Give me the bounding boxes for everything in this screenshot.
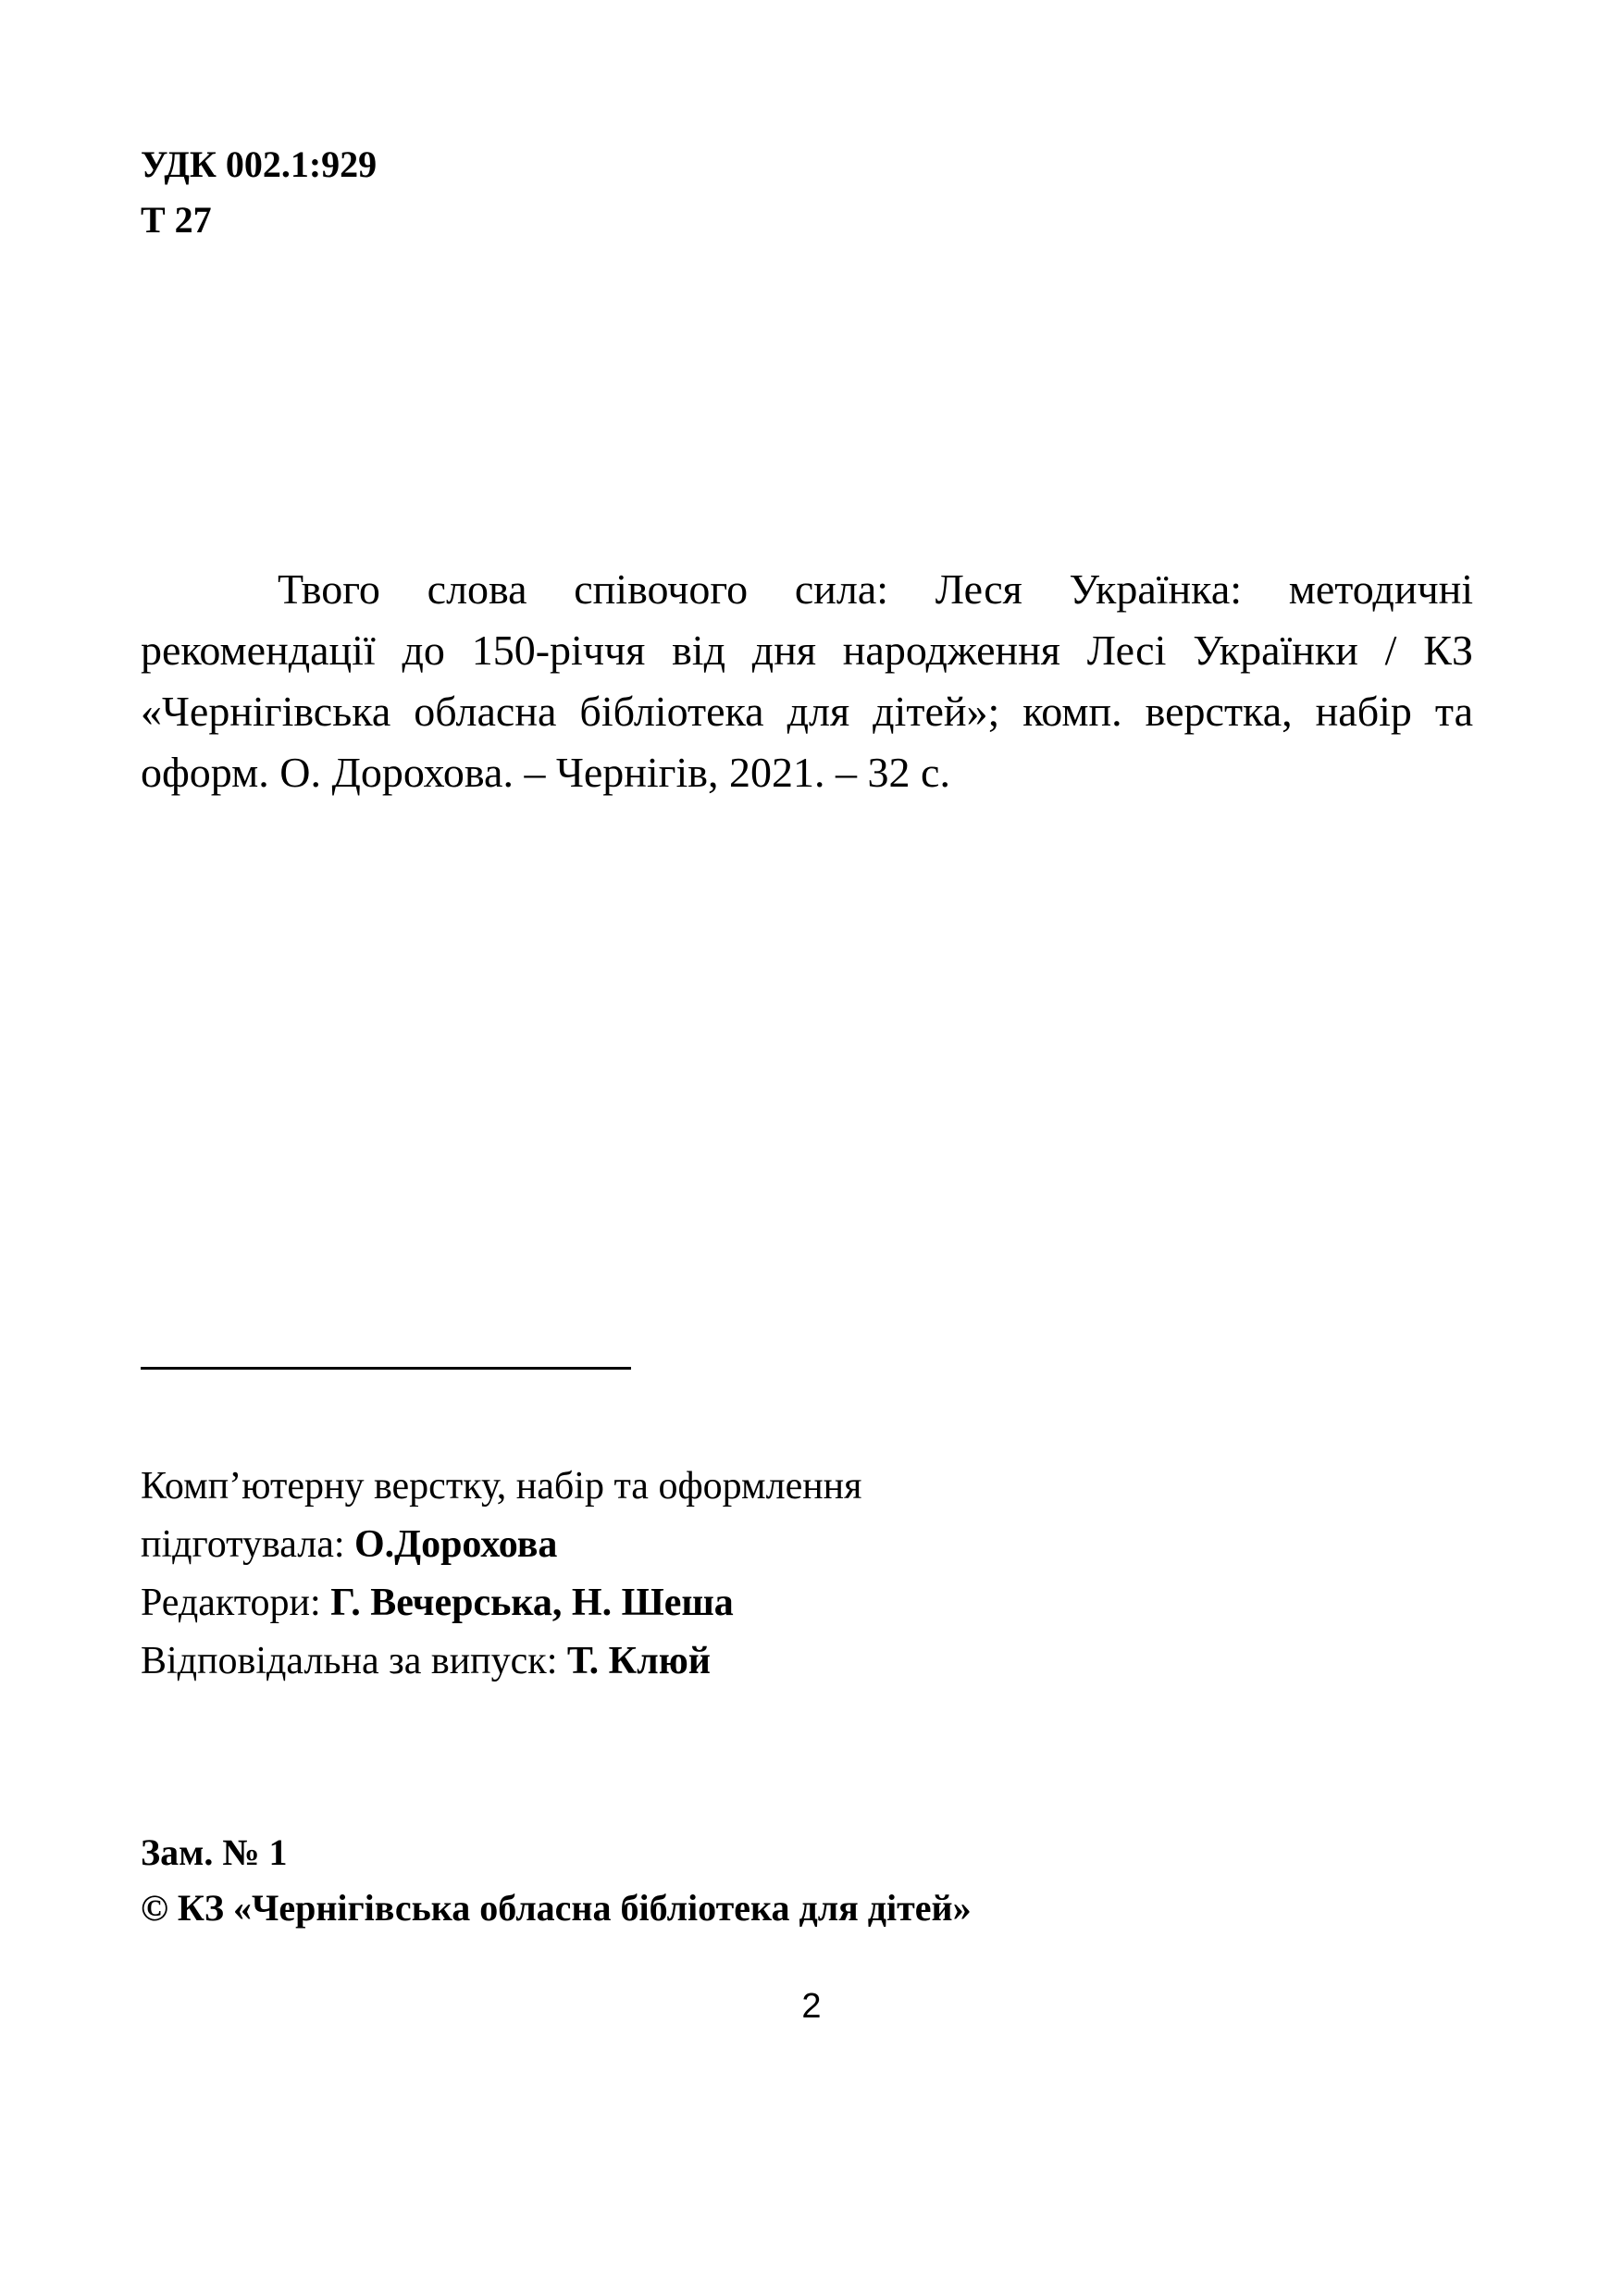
credits-responsible-line <box>141 1632 861 1691</box>
classification-block <box>141 137 377 248</box>
credits-editors-line <box>141 1574 861 1632</box>
credits-prepared-line <box>141 1516 861 1574</box>
credits-block <box>141 1458 861 1691</box>
prepared-name: О.Дорохова <box>354 1523 558 1566</box>
responsible-label: Відповідальна за випуск: <box>141 1640 558 1682</box>
responsible-name: Т. Клюй <box>566 1640 711 1682</box>
editors-names: Г. Вечерська, Н. Шеша <box>330 1582 734 1624</box>
order-block <box>141 1825 972 1936</box>
credits-layout-intro: Комп’ютерну верстку, набір та оформлення <box>141 1465 862 1508</box>
copyright-line: © КЗ «Чернігівська обласна бібліотека для дітей» <box>141 1887 972 1929</box>
bibliographic-record: Твого слова співочого сила: Леся Українка: методичні рекомендації до 150-річчя від дня народження Лесі Українки / КЗ «Чернігівська обласна бібліотека для дітей»; комп. верстка, набір та оформ. О. Дорохова. – Чернігів, 2021. – 32 с. <box>141 565 1473 796</box>
prepared-label: підготувала: <box>141 1523 345 1566</box>
separator-line <box>141 1367 631 1370</box>
page-number: 2 <box>801 1987 822 2026</box>
udc-code: УДК 002.1:929 <box>141 143 378 185</box>
order-number: Зам. № 1 <box>141 1831 288 1873</box>
editors-label: Редактори: <box>141 1582 321 1624</box>
author-mark: Т 27 <box>141 199 212 241</box>
